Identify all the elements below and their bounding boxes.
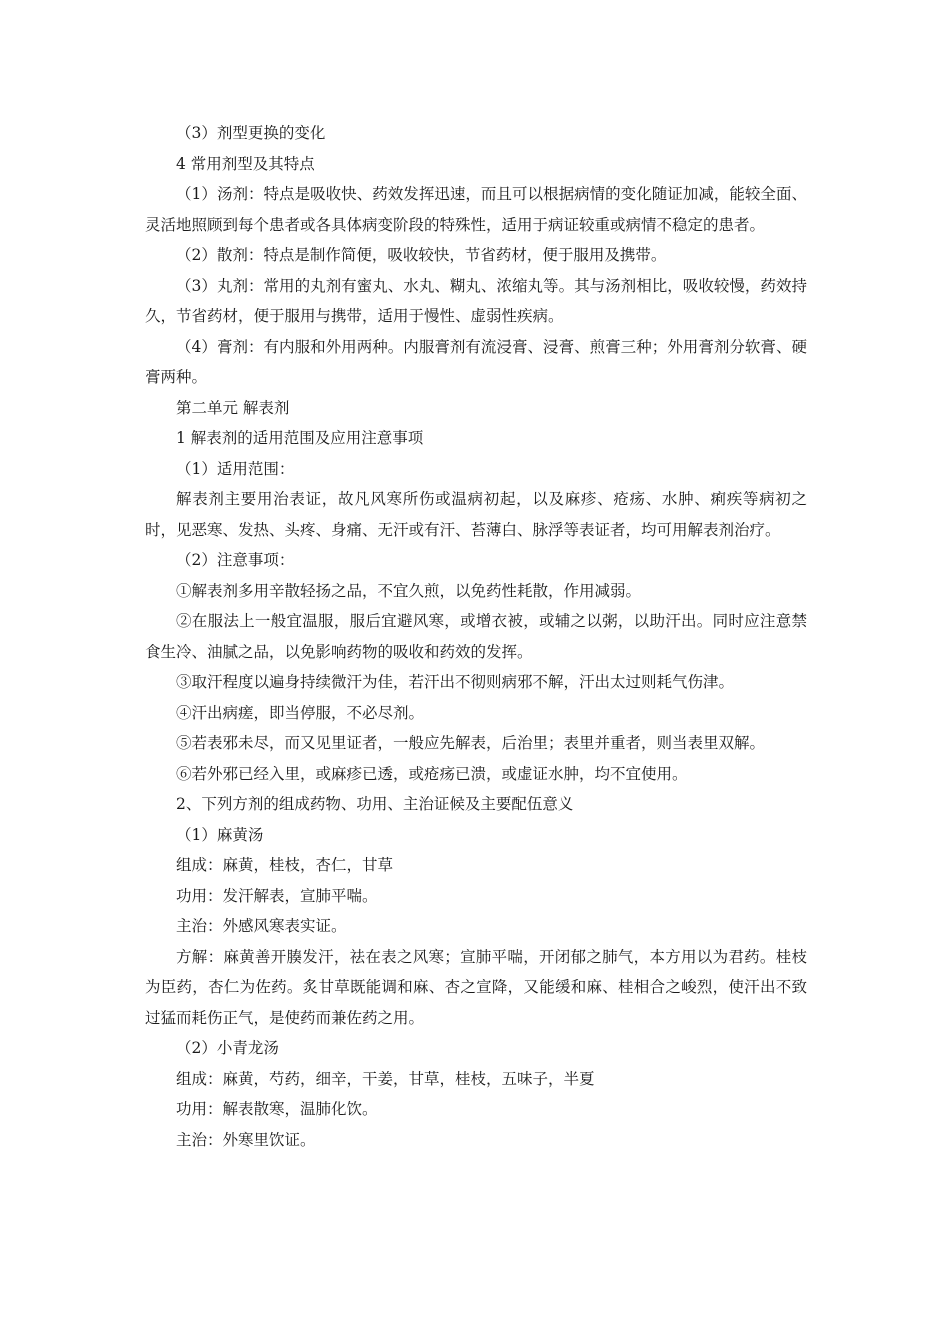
section-heading: 2、下列方剂的组成药物、功用、主治证候及主要配伍意义	[176, 795, 574, 813]
paragraph: 组成：麻黄，桂枝，杏仁，甘草	[176, 856, 394, 874]
paragraph: （3）丸剂：常用的丸剂有蜜丸、水丸、糊丸、浓缩丸等。其与汤剂相比，吸收较慢，药效持久，节省药材，便于服用与携带，适用于慢性、虚弱性疾病。	[145, 276, 807, 325]
paragraph: ③取汗程度以遍身持续微汗为佳，若汗出不彻则病邪不解，汗出太过则耗气伤津。	[176, 673, 735, 691]
paragraph: 功用：解表散寒，温肺化饮。	[176, 1100, 378, 1118]
paragraph: （4）膏剂：有内服和外用两种。内服膏剂有流浸膏、浸膏、煎膏三种；外用膏剂分软膏、硬膏两种。	[145, 337, 807, 386]
paragraph: 功用：发汗解表，宣肺平喘。	[176, 886, 378, 905]
paragraph: （3）剂型更换的变化	[176, 124, 326, 142]
paragraph: （2）小青龙汤	[176, 1039, 279, 1057]
paragraph: ④汗出病瘥，即当停服，不必尽剂。	[176, 703, 425, 722]
paragraph: ②在服法上一般宜温服，服后宜避风寒，或增衣被，或辅之以粥，以助汗出。同时应注意禁食生冷、油腻之品，以免影响药物的吸收和药效的发挥。	[145, 612, 807, 661]
paragraph: 组成：麻黄，芍药，细辛，干姜，甘草，桂枝，五味子，半夏	[176, 1069, 595, 1088]
paragraph: ⑤若表邪未尽，而又见里证者，一般应先解表，后治里；表里并重者，则当表里双解。	[176, 734, 766, 752]
unit-heading: 第二单元 解表剂	[176, 398, 290, 417]
paragraph: （2）注意事项：	[176, 551, 295, 569]
paragraph: （1）麻黄汤	[176, 825, 264, 844]
paragraph: 主治：外寒里饮证。	[176, 1130, 316, 1149]
paragraph: ⑥若外邪已经入里，或麻疹已透，或疮疡已溃，或虚证水肿，均不宜使用。	[176, 764, 688, 783]
section-heading: 4 常用剂型及其特点	[176, 154, 315, 173]
paragraph: ①解表剂多用辛散轻扬之品，不宜久煎，以免药性耗散，作用减弱。	[176, 581, 642, 600]
paragraph: 解表剂主要用治表证，故凡风寒所伤或温病初起，以及麻疹、疮疡、水肿、痢疾等病初之时，见恶寒、发热、头疼、身痛、无汗或有汗、苔薄白、脉浮等表证者，均可用解表剂治疗。	[145, 490, 807, 539]
document-page	[145, 118, 807, 1155]
section-heading: 1 解表剂的适用范围及应用注意事项	[176, 429, 424, 447]
paragraph: （2）散剂：特点是制作简便，吸收较快，节省药材，便于服用及携带。	[176, 246, 667, 264]
paragraph: 方解：麻黄善开腠发汗，祛在表之风寒；宣肺平喘，开闭郁之肺气，本方用以为君药。桂枝为臣药，杏仁为佐药。炙甘草既能调和麻、杏之宣降，又能缓和麻、桂相合之峻烈，使汗出不致过猛而耗伤正气，是使药而兼佐药之用。	[145, 947, 807, 1027]
paragraph: 主治：外感风寒表实证。	[176, 917, 347, 935]
paragraph: （1）适用范围：	[176, 459, 295, 478]
paragraph: （1）汤剂：特点是吸收快、药效发挥迅速，而且可以根据病情的变化随证加减，能较全面、灵活地照顾到每个患者或各具体病变阶段的特殊性，适用于病证较重或病情不稳定的患者。	[145, 185, 807, 234]
